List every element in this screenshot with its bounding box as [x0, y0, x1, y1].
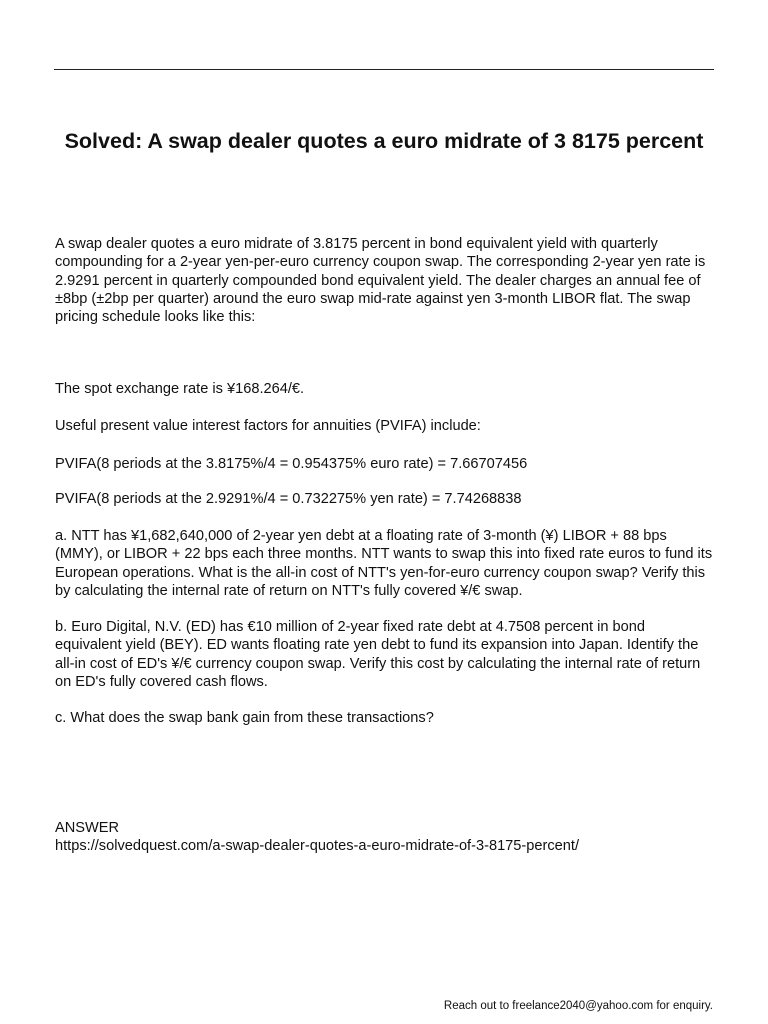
- pvifa-euro-text: PVIFA(8 periods at the 3.8175%/4 = 0.954375% euro rate) = 7.66707456: [55, 456, 528, 472]
- answer-label: ANSWER: [55, 820, 120, 836]
- spot-rate-text: The spot exchange rate is ¥168.264/€.: [55, 381, 305, 397]
- question-b-text: b. Euro Digital, N.V. (ED) has €10 million of 2-year fixed rate debt at 4.7508 percent in bond equivalent yield (BEY). ED wants floating rate yen debt to fund its expansion into Japan. Identify the all-in cost of ED's ¥/€ currency coupon swap. Verify this cost by calculating the internal rate of return on ED's fully covered cash flows.: [55, 619, 701, 690]
- question-c-text: c. What does the swap bank gain from these transactions?: [55, 710, 434, 726]
- pvifa-intro-text: Useful present value interest factors for annuities (PVIFA) include:: [55, 418, 481, 434]
- header-divider: [54, 69, 714, 70]
- answer-link[interactable]: https://solvedquest.com/a-swap-dealer-quotes-a-euro-midrate-of-3-8175-percent/: [55, 838, 580, 854]
- pvifa-yen-text: PVIFA(8 periods at the 2.9291%/4 = 0.732275% yen rate) = 7.74268838: [55, 491, 522, 507]
- page-title: Solved: A swap dealer quotes a euro midrate of 3 8175 percent: [64, 129, 704, 153]
- intro-paragraph: A swap dealer quotes a euro midrate of 3.8175 percent in bond equivalent yield with quarterly compounding for a 2-year yen-per-euro currency coupon swap. The corresponding 2-year yen rate is 2.9291 percent in quarterly compounded bond equivalent yield. The dealer charges an annual fee of ±8bp (±2bp per quarter) around the euro swap mid-rate against yen 3-month LIBOR flat. The swap pricing schedule looks like this:: [55, 236, 706, 326]
- footer-contact-text: Reach out to freelance2040@yahoo.com for enquiry.: [443, 1000, 713, 1012]
- question-a-text: a. NTT has ¥1,682,640,000 of 2-year yen debt at a floating rate of 3-month (¥) LIBOR + 88 bps (MMY), or LIBOR + 22 bps each three months. NTT wants to swap this into fixed rate euros to fund its European operations. What is the all-in cost of NTT's yen-for-euro currency coupon swap? Verify this by calculating the internal rate of return on NTT's fully covered ¥/€ swap.: [55, 528, 713, 599]
